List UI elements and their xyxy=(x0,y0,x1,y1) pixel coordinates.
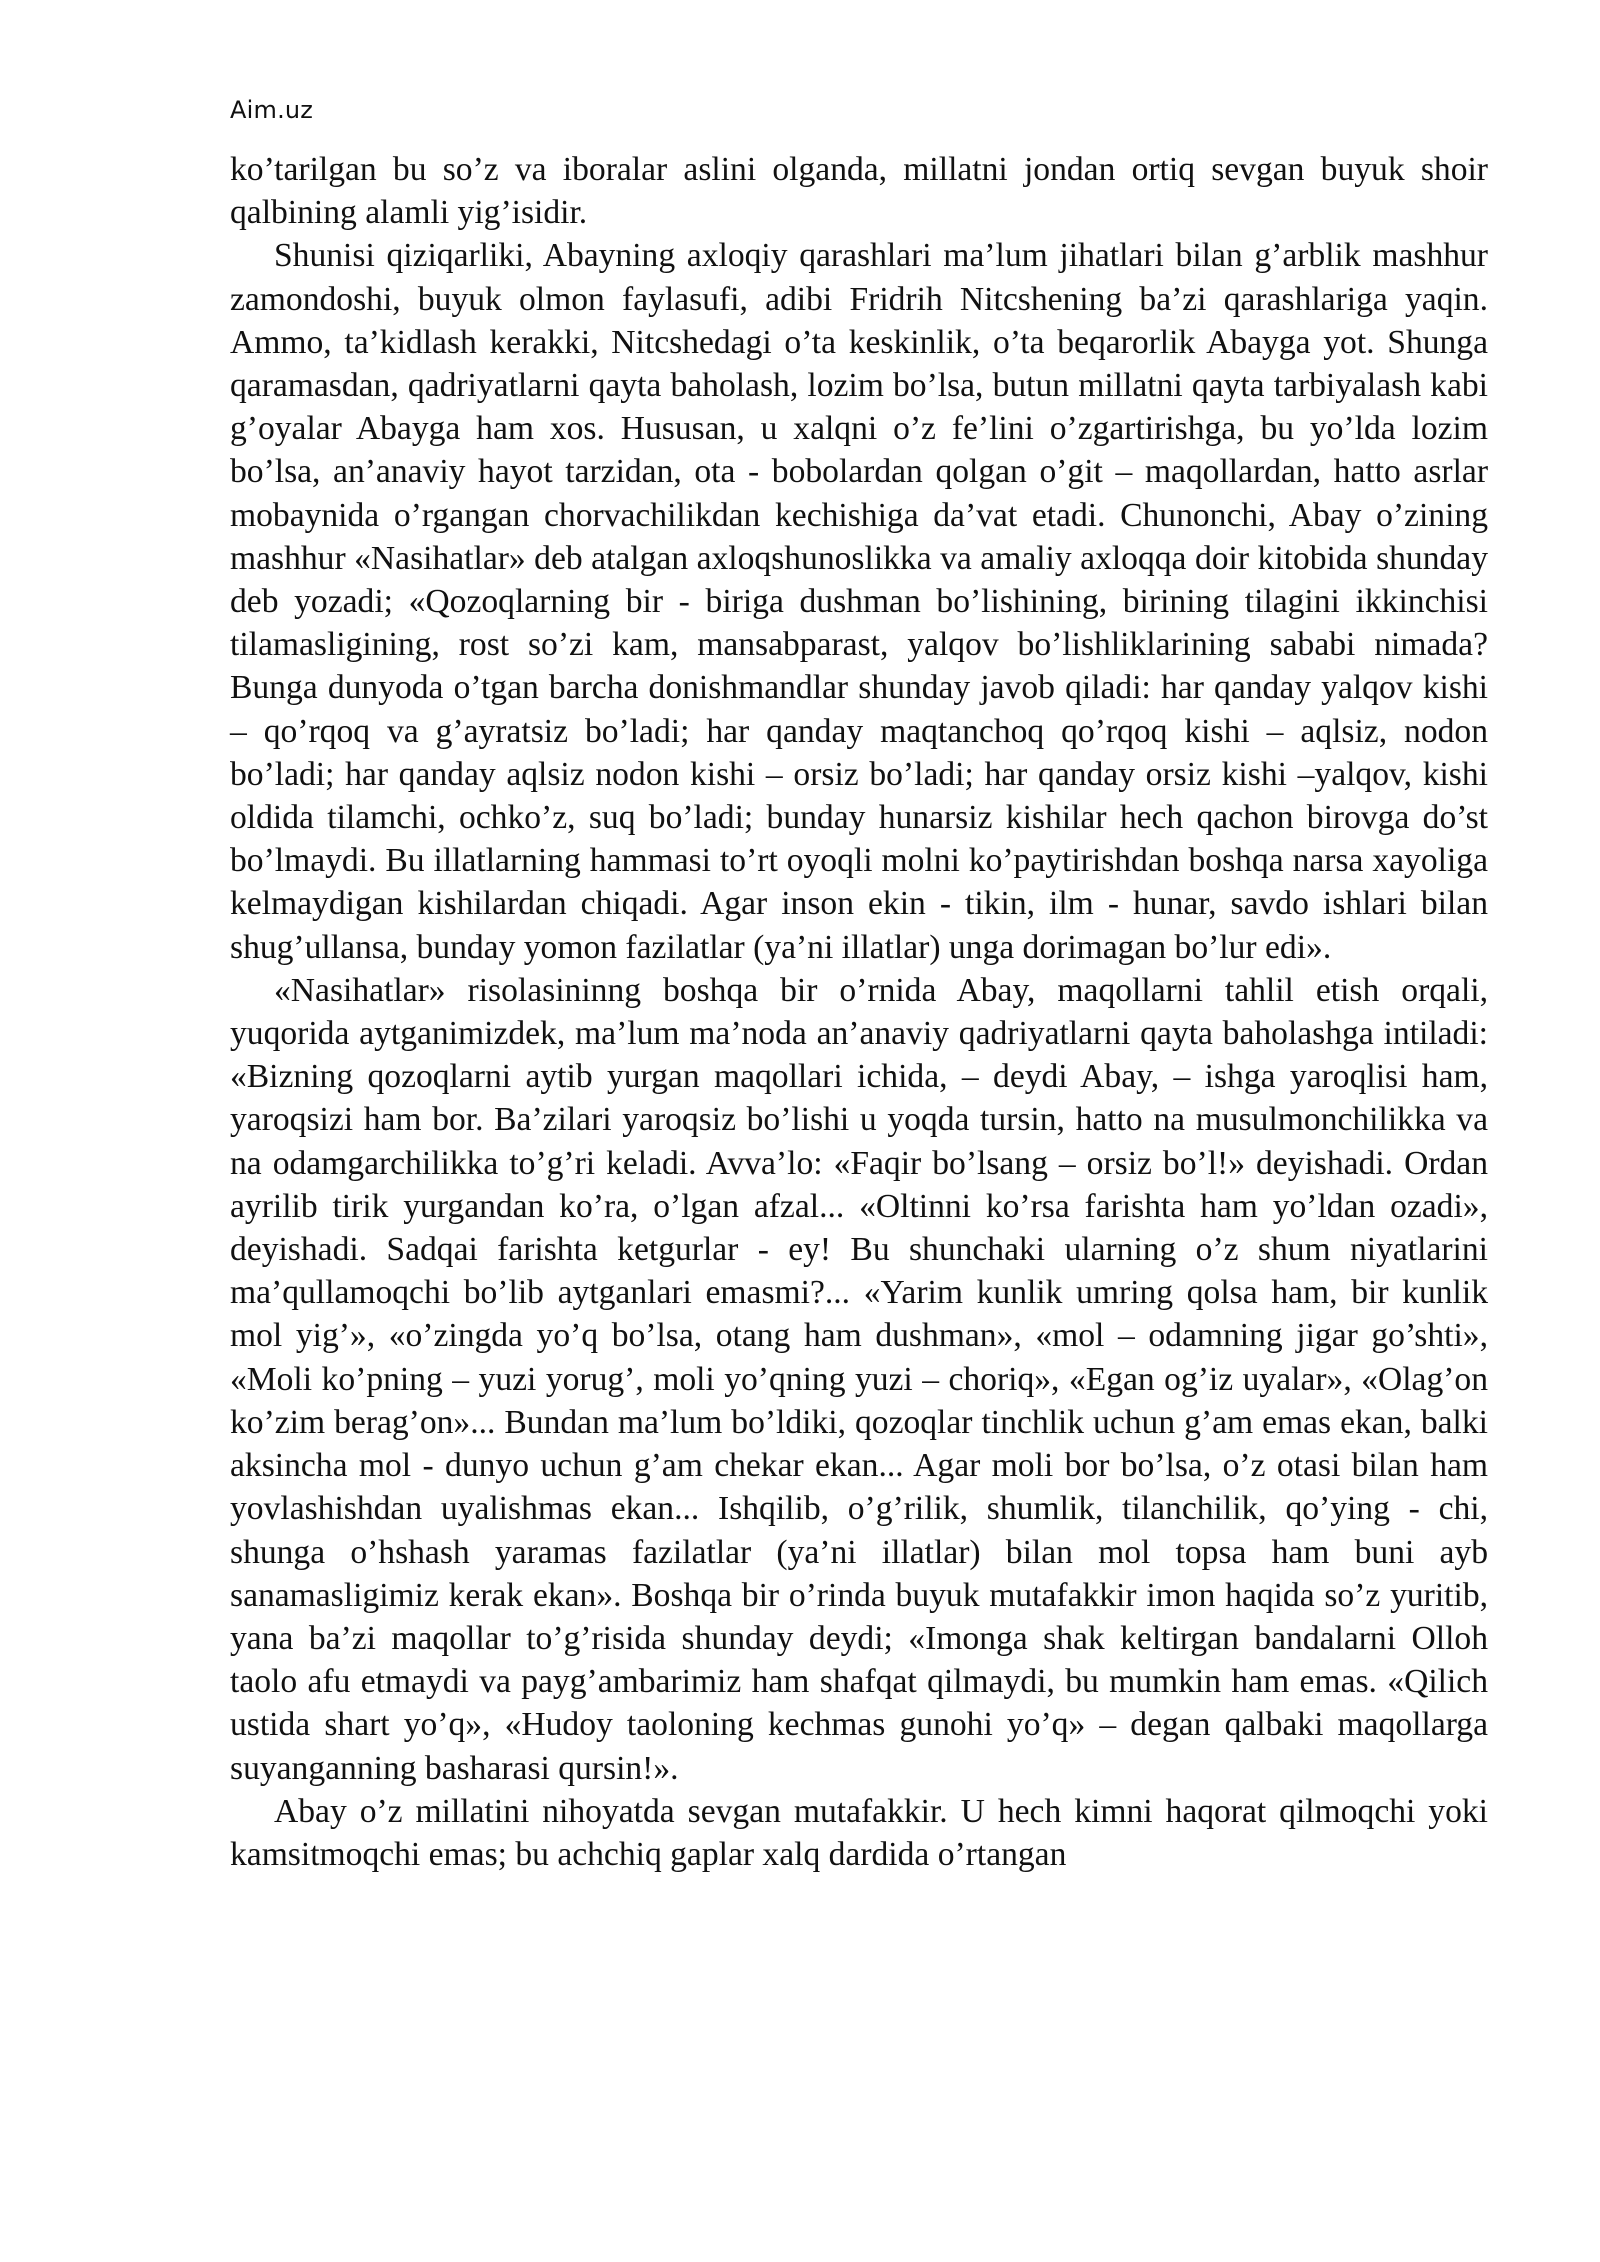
paragraph: ko’tarilgan bu so’z va iboralar aslini olganda, millatni jondan ortiq sevgan buyuk shoir qalbining alamli yig’isidir. xyxy=(230,151,1488,232)
article-body xyxy=(230,148,1488,1876)
paragraph: «Nasihatlar» risolasininng boshqa bir o’rnida Abay, maqollarni tahlil etish orqali, yuqorida aytganimizdek, ma’lum ma’noda an’anaviy qadriyatlarni qayta baholashga intiladi: «Bizning qozoqlarni aytib yurgan maqollari ichida, – deydi Abay, – ishga yaroqlisi ham, yaroqsizi ham bor. Ba’zilari yaroqsiz bo’lishi u yoqda tursin, hatto na musulmonchilikka va na odamgarchilikka to’g’ri keladi. Avva’lo: «Faqir bo’lsang – orsiz bo’l!» deyishadi. Ordan ayrilib tirik yurgandan ko’ra, o’lgan afzal... «Oltinni ko’rsa farishta ham yo’ldan ozadi», deyishadi. Sadqai farishta ketgurlar - ey! Bu shunchaki ularning o’z shum niyatlarini ma’qullamoqchi bo’lib aytganlari emasmi?... «Yarim kunlik umring qolsa ham, bir kunlik mol yig’», «o’zingda yo’q bo’lsa, otang ham dushman», «mol – odamning jigar go’shti», «Moli ko’pning – yuzi yorug’, moli yo’qning yuzi – choriq», «Egan og’iz uyalar», «Olag’on ko’zim berag’on»... Bundan ma’lum bo’ldiki, qozoqlar tinchlik uchun g’am emas ekan, balki aksincha mol - dunyo uchun g’am chekar ekan... Agar moli bor bo’lsa, o’z otasi bilan ham yovlashishdan uyalishmas ekan... Ishqilib, o’g’rilik, shumlik, tilanchilik, qo’ying - chi, shunga o’hshash yaramas fazilatlar (ya’ni illatlar) bilan mol topsa ham buni ayb sanamasligimiz kerak ekan». Boshqa bir o’rinda buyuk mutafakkir imon haqida so’z yuritib, yana ba’zi maqollar to’g’risida shunday deydi; «Imonga shak keltirgan bandalarni Olloh taolo afu etmaydi va payg’ambarimiz ham shafqat qilmaydi, bu mumkin ham emas. «Qilich ustida shart yo’q», «Hudoy taoloning kechmas gunohi yo’q» – degan qalbaki maqollarga suyanganning basharasi qursin!». xyxy=(230,971,1488,1787)
paragraph: Abay o’z millatini nihoyatda sevgan mutafakkir. U hech kimni haqorat qilmoqchi yoki kamsitmoqchi emas; bu achchiq gaplar xalq dardida o’rtangan xyxy=(230,1792,1488,1873)
site-header: Aim.uz xyxy=(230,96,314,124)
paragraph: Shunisi qiziqarliki, Abayning axloqiy qarashlari ma’lum jihatlari bilan g’arblik mashhur zamondoshi, buyuk olmon faylasufi, adibi Fridrih Nitcshening ba’zi qarashlariga yaqin. Ammo, ta’kidlash kerakki, Nitcshedagi o’ta keskinlik, o’ta beqarorlik Abayga yot. Shunga qaramasdan, qadriyatlarni qayta baholash, lozim bo’lsa, butun millatni qayta tarbiyalash kabi g’oyalar Abayga ham xos. Hususan, u xalqni o’z fe’lini o’zgartirishga, bu yo’lda lozim bo’lsa, an’anaviy hayot tarzidan, ota - bobolardan qolgan o’git – maqollardan, hatto asrlar mobaynida o’rgangan chorvachilikdan kechishiga da’vat etadi. Chunonchi, Abay o’zining mashhur «Nasihatlar» deb atalgan axloqshunoslikka va amaliy axloqqa doir kitobida shunday deb yozadi; «Qozoqlarning bir - biriga dushman bo’lishining, birining tilagini ikkinchisi tilamasligining, rost so’zi kam, mansabparast, yalqov bo’lishliklarining sababi nimada? Bunga dunyoda o’tgan barcha donishmandlar shunday javob qiladi: har qanday yalqov kishi – qo’rqoq va g’ayratsiz bo’ladi; har qanday maqtanchoq qo’rqoq kishi – aqlsiz, nodon bo’ladi; har qanday aqlsiz nodon kishi – orsiz bo’ladi; har qanday orsiz kishi –yalqov, kishi oldida tilamchi, ochko’z, suq bo’ladi; bunday hunarsiz kishilar hech qachon birovga do’st bo’lmaydi. Bu illatlarning hammasi to’rt oyoqli molni ko’paytirishdan boshqa narsa xayoliga kelmaydigan kishilardan chiqadi. Agar inson ekin - tikin, ilm - hunar, savdo ishlari bilan shug’ullansa, bunday yomon fazilatlar (ya’ni illatlar) unga dorimagan bo’lur edi». xyxy=(230,237,1488,966)
